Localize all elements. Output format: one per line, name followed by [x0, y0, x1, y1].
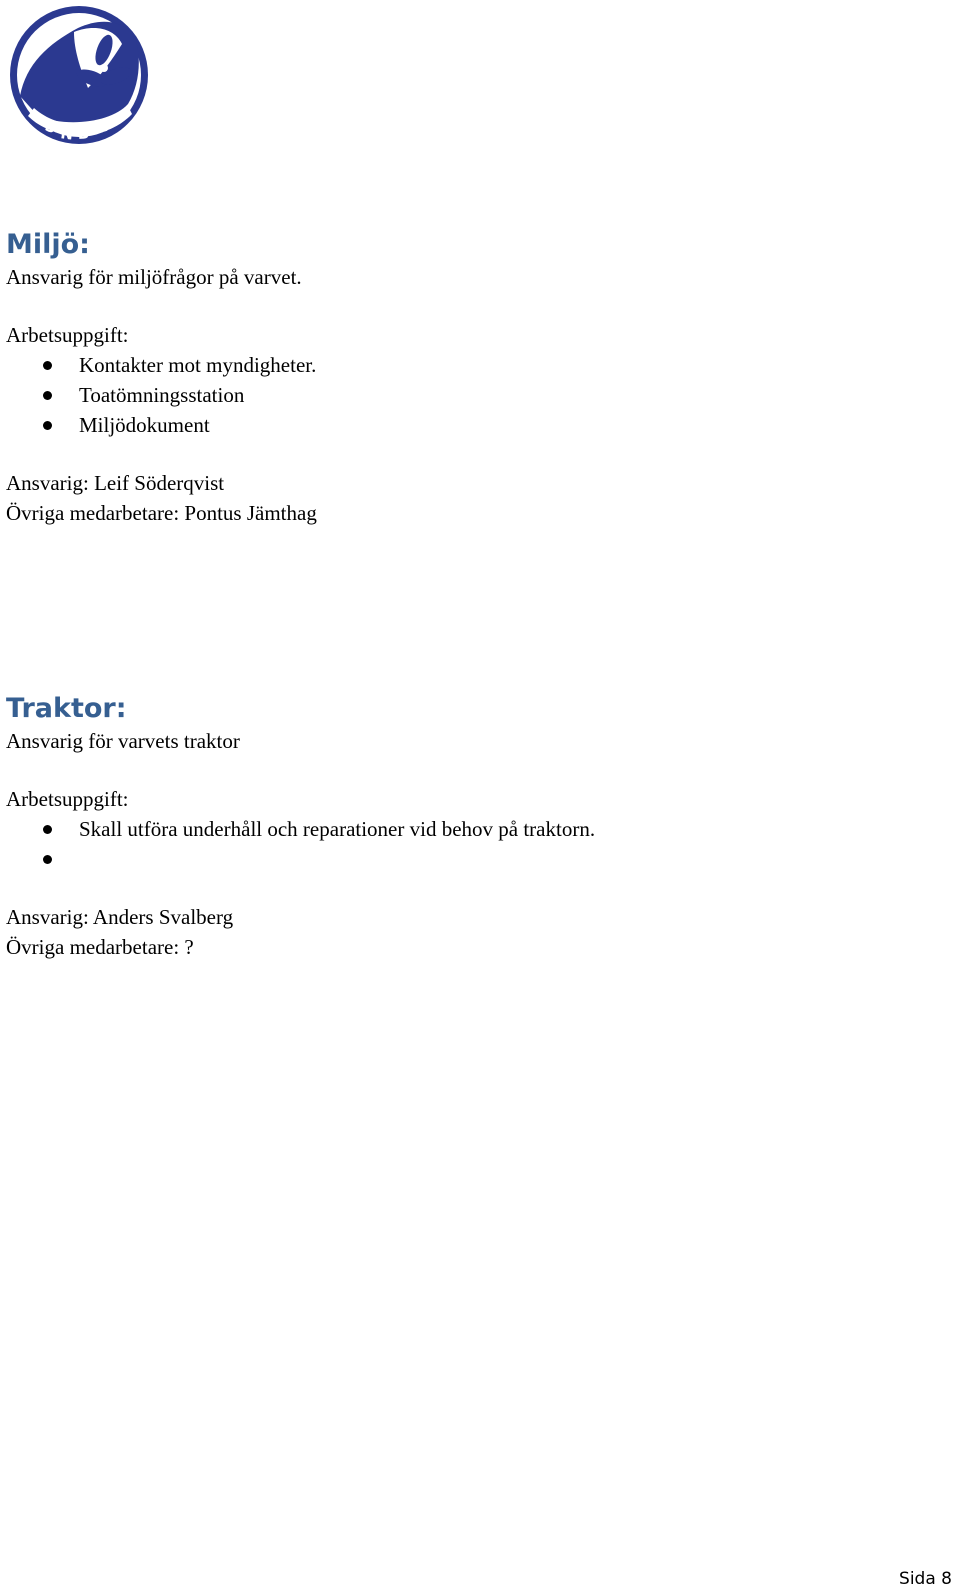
task-text: Skall utföra underhåll och reparationer vid behov på traktorn. [79, 817, 596, 841]
bullet-icon [43, 421, 52, 430]
snbk-emblem-icon [8, 4, 150, 146]
section-title: Traktor: [6, 693, 127, 724]
snbk-logo [8, 4, 150, 146]
task-list [6, 814, 906, 874]
list-item [6, 380, 906, 410]
responsible-person: Ansvarig: Anders Svalberg [6, 905, 234, 929]
bullet-icon [43, 361, 52, 370]
section-traktor [6, 692, 906, 962]
svg-text:S: S [42, 116, 59, 138]
task-list [6, 350, 906, 440]
list-item [6, 844, 906, 874]
page-number: Sida 8 [899, 1569, 952, 1589]
list-item [6, 410, 906, 440]
list-item [6, 350, 906, 380]
section-title: Miljö: [6, 229, 90, 260]
bullet-icon [43, 391, 52, 400]
bullet-icon [43, 855, 52, 864]
svg-text:N: N [59, 124, 75, 144]
responsible-person: Ansvarig: Leif Söderqvist [6, 471, 225, 495]
task-text: Kontakter mot myndigheter. [79, 353, 317, 377]
bullet-icon [43, 825, 52, 834]
other-staff: Övriga medarbetare: Pontus Jämthag [6, 501, 317, 525]
list-item [6, 814, 906, 844]
other-staff: Övriga medarbetare: ? [6, 935, 194, 959]
task-text: Miljödokument [79, 413, 210, 437]
section-miljo [6, 228, 906, 528]
section-description: Ansvarig för miljöfrågor på varvet. [6, 265, 302, 289]
tasks-label: Arbetsuppgift: [6, 787, 129, 811]
tasks-label: Arbetsuppgift: [6, 323, 129, 347]
task-text: Toatömningsstation [79, 383, 245, 407]
section-description: Ansvarig för varvets traktor [6, 729, 240, 753]
svg-text:B: B [77, 124, 90, 143]
svg-text:K: K [92, 117, 109, 138]
